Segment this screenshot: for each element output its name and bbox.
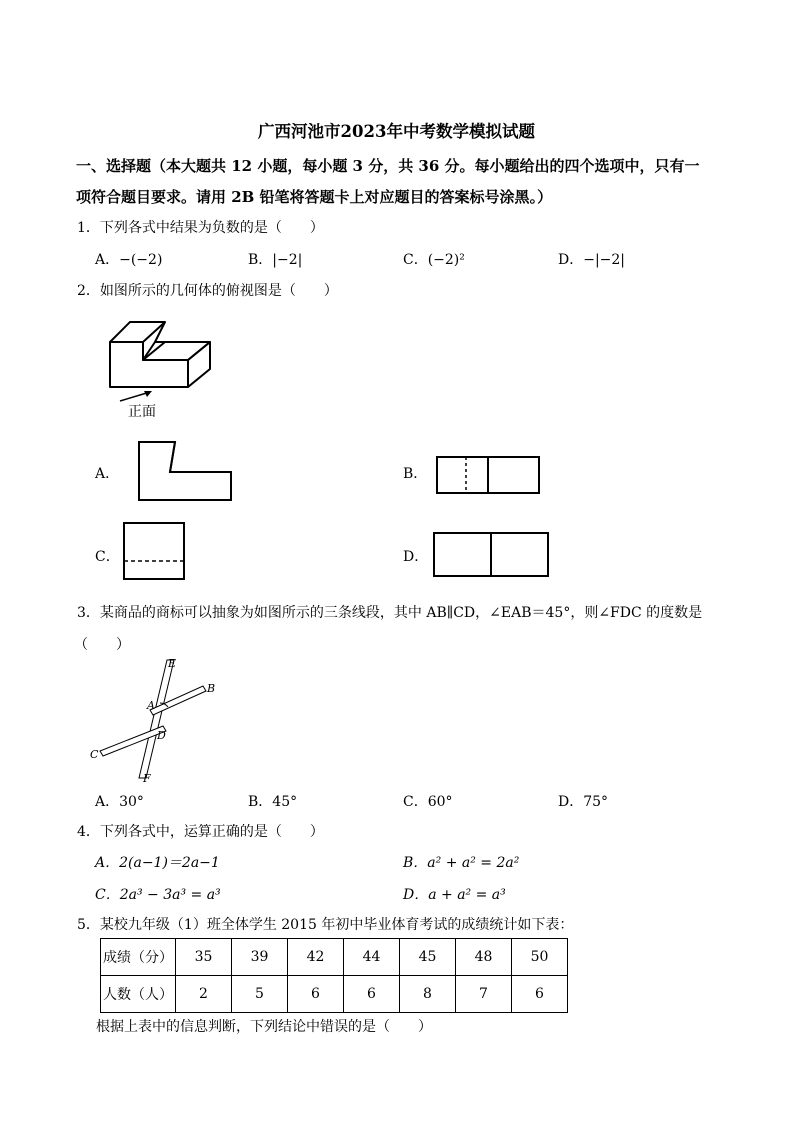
q2-option-a-view [135, 440, 235, 508]
table-cell: 42 [288, 939, 344, 976]
table-header-count: 人数（人） [101, 976, 176, 1013]
question-3-stem-line1: 3．某商品的商标可以抽象为如图所示的三条线段，其中 AB∥CD，∠EAB＝45°，则∠FDC 的度数是 [77, 605, 703, 621]
question-4-stem: 4．下列各式中，运算正确的是（ ） [77, 824, 324, 840]
solid-right-face [188, 342, 210, 387]
section-heading-line1: 一、选择题（本大题共 12 小题，每小题 3 分，共 36 分。每小题给出的四个选项中，只有一 [76, 157, 700, 175]
q2-option-c: C． [95, 549, 120, 565]
table-cell: 6 [288, 976, 344, 1013]
solid-figure [100, 312, 220, 422]
q2-option-b-view [436, 456, 542, 496]
q3-option-a: A．30° [95, 794, 144, 810]
q2-option-a: A． [95, 466, 120, 482]
q4-option-b: B．a² + a² = 2a² [403, 855, 520, 871]
segment-ef [139, 660, 174, 778]
section-heading-line2: 项符合题目要求。请用 2B 铅笔将答题卡上对应题目的答案标号涂黑。） [76, 188, 553, 206]
page-title: 广西河池市2023年中考数学模拟试题 [258, 122, 535, 141]
table-cell: 45 [400, 939, 456, 976]
question-1-stem: 1．下列各式中结果为负数的是（ ） [77, 220, 324, 236]
point-b-label: B [207, 682, 216, 695]
table-cell: 8 [400, 976, 456, 1013]
table-row [101, 939, 568, 976]
q2-option-c-view [123, 522, 187, 582]
table-cell: 6 [512, 976, 568, 1013]
q3-option-c: C．60° [403, 794, 453, 810]
point-e-label: E [168, 657, 177, 670]
trademark-figure [88, 655, 228, 785]
q4-option-d: D．a + a² = a³ [403, 887, 506, 903]
q1-option-c: C．(−2)² [403, 252, 465, 268]
q3-option-b: B．45° [248, 794, 298, 810]
table-cell: 2 [176, 976, 232, 1013]
point-d-label: D [157, 729, 166, 742]
table-cell: 44 [344, 939, 400, 976]
score-table [100, 938, 568, 1013]
solid-front-face [110, 342, 188, 387]
table-cell: 39 [232, 939, 288, 976]
table-header-score: 成绩（分） [101, 939, 176, 976]
q1-option-d: D．−|−2| [558, 252, 626, 268]
table-cell: 6 [344, 976, 400, 1013]
q4-option-a: A．2(a−1)＝2a−1 [95, 855, 220, 871]
table-cell: 7 [456, 976, 512, 1013]
front-label: 正面 [128, 404, 156, 420]
question-2-stem: 2．如图所示的几何体的俯视图是（ ） [77, 283, 338, 299]
question-3-stem-line2: （ ） [74, 637, 130, 653]
question-5-stem: 5．某校九年级（1）班全体学生 2015 年初中毕业体育考试的成绩统计如下表： [77, 917, 574, 933]
question-5-follow: 根据上表中的信息判断，下列结论中错误的是（ ） [96, 1019, 432, 1035]
q4-option-c: C．2a³ − 3a³ = a³ [95, 887, 221, 903]
q1-option-b: B．|−2| [248, 252, 303, 268]
table-row [101, 976, 568, 1013]
q2-option-b: B． [403, 466, 428, 482]
table-cell: 50 [512, 939, 568, 976]
q1-option-a: A．−(−2) [95, 252, 163, 268]
point-f-label: F [143, 772, 151, 785]
q2-option-d: D． [403, 549, 429, 565]
q2-option-d-view [433, 532, 553, 580]
table-cell: 5 [232, 976, 288, 1013]
point-c-label: C [90, 748, 99, 761]
table-cell: 35 [176, 939, 232, 976]
point-a-label: A [147, 699, 155, 712]
q3-option-d: D．75° [558, 794, 609, 810]
table-cell: 48 [456, 939, 512, 976]
